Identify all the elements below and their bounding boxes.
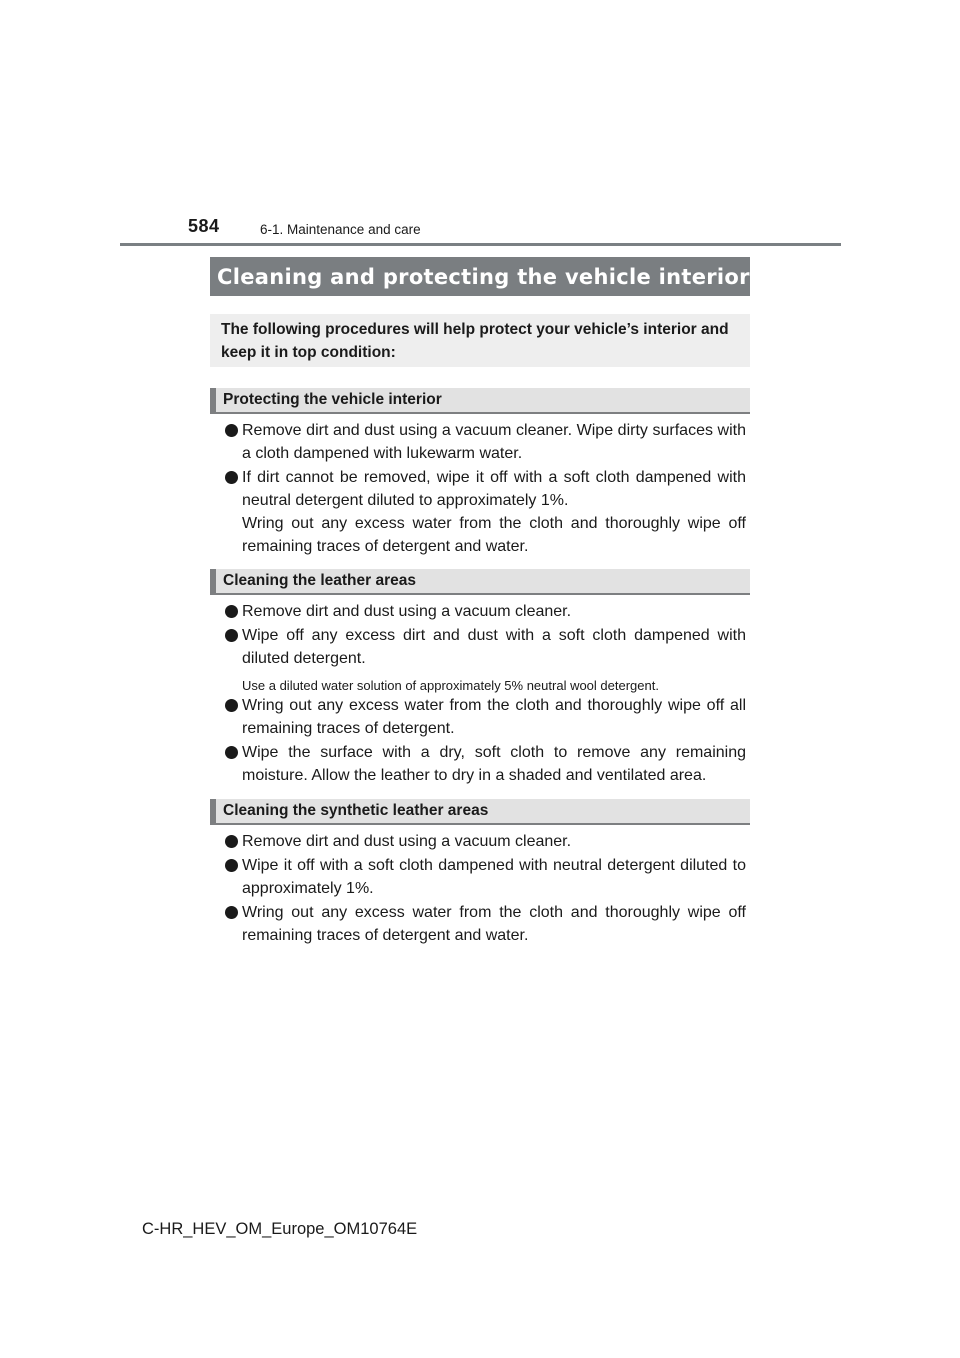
bullet-icon xyxy=(225,835,238,848)
header-divider xyxy=(120,243,841,246)
leather-list-bottom xyxy=(214,694,746,788)
bullet-icon xyxy=(225,746,238,759)
section-heading-protecting: Protecting the vehicle interior xyxy=(210,388,750,414)
list-item: Wipe it off with a soft cloth dampened with neutral detergent diluted to approximately 1%. xyxy=(214,854,746,900)
intro-box: The following procedures will help protect your vehicle’s interior and keep it in top condition: xyxy=(210,314,750,367)
bullet-icon xyxy=(225,471,238,484)
bullet-icon xyxy=(225,424,238,437)
section-breadcrumb: 6-1. Maintenance and care xyxy=(260,222,421,237)
list-item: Wring out any excess water from the cloth and thoroughly wipe off remaining traces of detergent and water. xyxy=(214,901,746,947)
leather-list-top xyxy=(214,600,746,671)
list-item: Remove dirt and dust using a vacuum cleaner. xyxy=(214,830,746,853)
bullet-icon xyxy=(225,859,238,872)
bullet-icon xyxy=(225,629,238,642)
list-item: Remove dirt and dust using a vacuum cleaner. Wipe dirty surfaces with a cloth dampened with lukewarm water. xyxy=(214,419,746,465)
bullet-icon xyxy=(225,906,238,919)
page-title-banner xyxy=(210,257,750,296)
page-title: Cleaning and protecting the vehicle interior xyxy=(217,264,750,289)
list-item: Wipe off any excess dirt and dust with a soft cloth dampened with diluted detergent. xyxy=(214,624,746,670)
list-item: Wring out any excess water from the cloth and thoroughly wipe off all remaining traces of detergent. xyxy=(214,694,746,740)
bullet-icon xyxy=(225,699,238,712)
list-item: If dirt cannot be removed, wipe it off with a soft cloth dampened with neutral detergent diluted to approximately 1%. Wring out any excess water from the cloth and thoroughly wipe off remaining traces of detergent and water. xyxy=(214,466,746,558)
document-code: C-HR_HEV_OM_Europe_OM10764E xyxy=(142,1220,418,1238)
leather-detergent-note: Use a diluted water solution of approximately 5% neutral wool detergent. xyxy=(242,678,659,693)
section-heading-leather: Cleaning the leather areas xyxy=(210,569,750,595)
section-heading-synthetic-leather: Cleaning the synthetic leather areas xyxy=(210,799,750,825)
list-item: Remove dirt and dust using a vacuum cleaner. xyxy=(214,600,746,623)
list-item: Wipe the surface with a dry, soft cloth to remove any remaining moisture. Allow the leather to dry in a shaded and ventilated area. xyxy=(214,741,746,787)
protecting-list xyxy=(214,419,746,559)
page-number: 584 xyxy=(188,216,220,236)
synthetic-leather-list xyxy=(214,830,746,948)
bullet-icon xyxy=(225,605,238,618)
